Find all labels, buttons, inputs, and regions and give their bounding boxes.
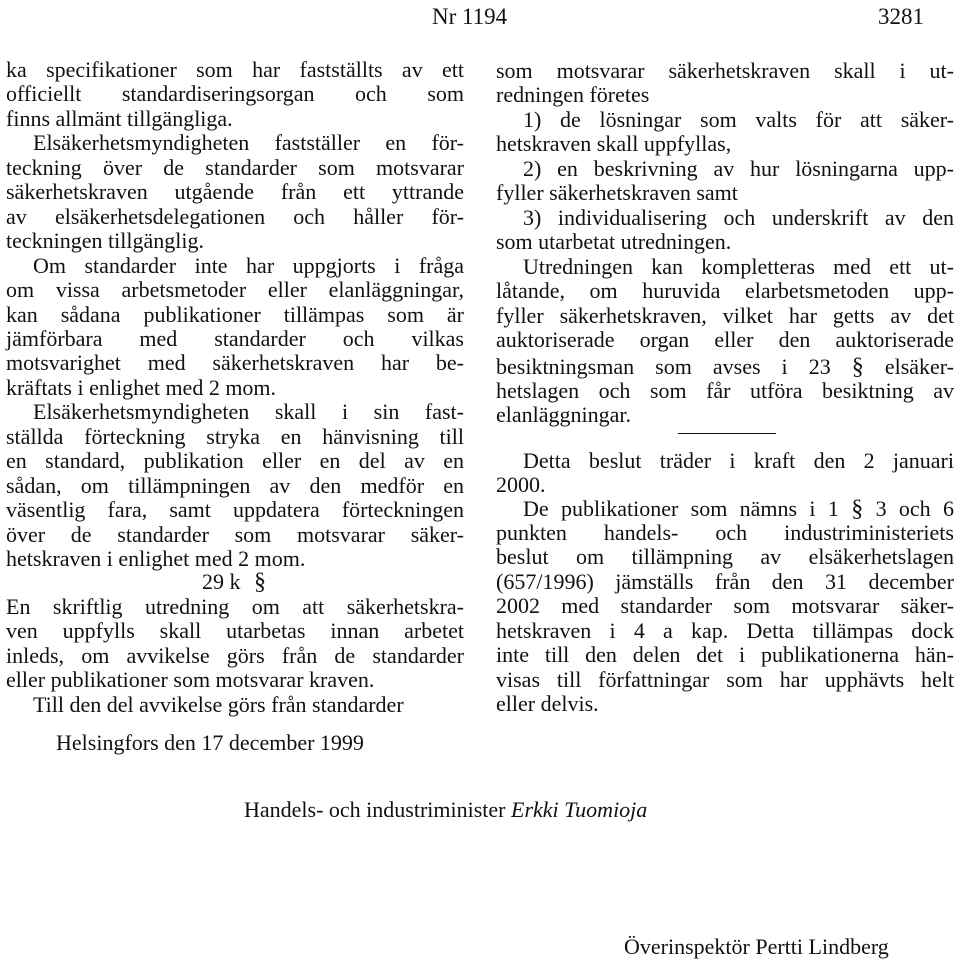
section-heading [202,570,266,594]
text-line: 2) en beskrivning av hur lösningarna upp- [523,155,954,181]
right-line-23 [496,355,954,379]
section-symbol: § [254,569,266,595]
text-line: 3) individualisering och underskrift av den [523,204,954,230]
text-line: hetslagen och som får utföra besiktning av [496,378,954,403]
text-line: visas till författningar som har upphävts helt [496,666,954,692]
text-line: hetskraven i enlighet med 2 mom. [6,546,306,571]
pub-text-before: De publikationer som nämns i 1 [523,496,839,521]
text-line: finns allmänt tillgängliga. [6,105,233,131]
text-line: jämförbara med standarder och vilkas [6,325,464,351]
text-line: En skriftlig utredning om att säkerhetskra- [6,594,464,619]
text-line: elanläggningar. [496,402,632,428]
text-line: 2000. [496,472,546,498]
text-line: eller publikationer som motsvarar kraven. [6,667,375,693]
section-divider [678,433,776,434]
text-line: kräftats i enlighet med 2 mom. [6,374,277,400]
text-line: hetskraven skall uppfyllas, [496,131,732,157]
text-line: kan sådana publikationer tillämpas som är [6,301,464,327]
text-line: sådan, om tillämpningen av den medför en [6,472,464,498]
text-line: som motsvarar säkerhetskraven skall i ut- [496,58,954,83]
minister-title: Handels- och industriminister [244,797,506,822]
text-line: inte till den delen det i publikationerna hän- [496,642,954,668]
text-line: 2002 med standarder som motsvarar säker- [496,593,954,619]
text-line: av elsäkerhetsdelegationen och håller för- [6,203,464,229]
minister-signature [244,798,647,822]
page-number: 3281 [878,4,924,29]
text-line: Till den del avvikelse görs från standarder [33,691,404,717]
pub-symbol: § [851,496,864,522]
line-23-text-before: besiktningsman som avses i 23 [496,354,831,379]
text-line: punkten handels- och industriministeriets [496,520,954,545]
text-line: om vissa arbetsmetoder eller elanläggningar, [6,277,464,303]
text-line: beslut om tillämpning av elsäkerhetslagen [496,544,954,570]
text-line: inleds, om avvikelse görs från de standarder [6,642,464,668]
inspector-signature: Överinspektör Pertti Lindberg [624,934,889,959]
text-line: motsvarighet med säkerhetskraven har be- [6,350,464,376]
text-line: väsentlig fara, samt uppdatera förteckningen [6,497,464,523]
text-line: säkerhetskraven utgående från ett yttrande [6,179,464,205]
text-line: Elsäkerhetsmyndigheten fastställer en för- [33,130,464,156]
text-line: låtande, om huruvida elarbetsmetoden upp- [496,278,954,304]
text-line: Om standarder inte har uppgjorts i fråga [33,252,464,278]
text-line: ställda förteckning stryka en hänvisning till [6,423,464,449]
line-23-text-after: elsäker- [884,354,954,379]
text-line: redningen företes [496,82,650,108]
text-line: Detta beslut träder i kraft den 2 januari [523,448,954,473]
minister-name: Erkki Tuomioja [511,797,648,822]
text-line: teckning över de standarder som motsvarar [6,154,464,180]
text-line: ka specifikationer som har fastställts av ett [6,57,464,82]
text-line: (657/1996) jämställs från den 31 december [496,568,954,594]
text-line: teckningen tillgänglig. [6,228,204,254]
text-line: som utarbetat utredningen. [496,229,732,255]
text-line: ven uppfylls skall utarbetas innan arbetet [6,618,464,644]
text-line: eller delvis. [496,691,599,717]
text-line: Utredningen kan kompletteras med ett ut- [523,253,954,279]
text-line: hetskraven i 4 a kap. Detta tillämpas dock [496,617,954,643]
text-line: en standard, publikation eller en del av en [6,448,464,474]
line-23-symbol: § [851,354,864,380]
text-line: 1) de lösningar som valts för att säker- [523,106,954,132]
right-line-publications [523,497,954,521]
text-line: Elsäkerhetsmyndigheten skall i sin fast- [33,399,464,425]
text-line: över de standarder som motsvarar säker- [6,521,464,547]
section-number: 29 k [202,569,241,594]
text-line: fyller säkerhetskraven, vilket har getts av det [496,302,954,328]
issue-number: Nr 1194 [432,4,508,29]
place-date: Helsingfors den 17 december 1999 [56,730,364,755]
text-line: auktoriserade organ eller den auktoriserade [496,326,954,352]
text-line: officiellt standardiseringsorgan och som [6,81,464,107]
text-line: fyller säkerhetskraven samt [496,180,738,206]
pub-text-after: 3 och 6 [875,496,955,521]
